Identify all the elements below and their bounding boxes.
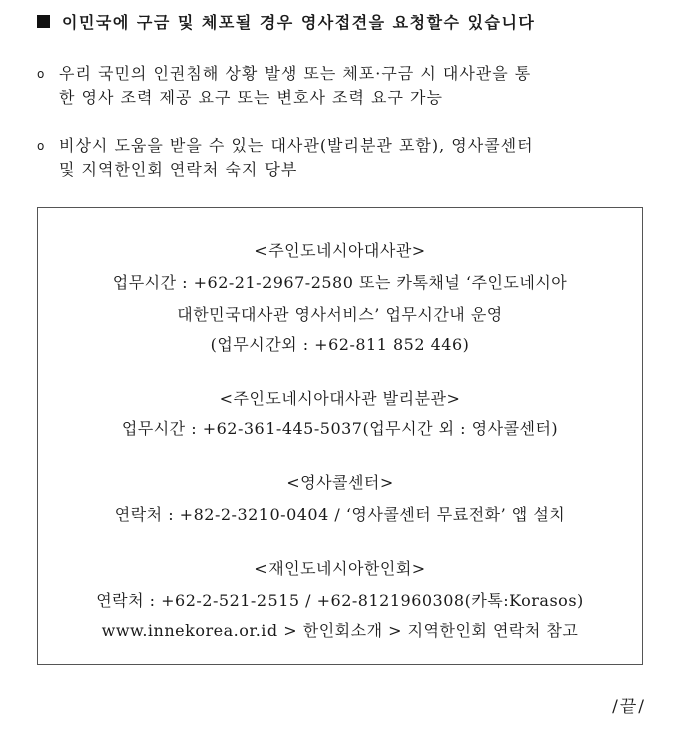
korean-association-website-line: www.innekorea.or.id > 한인회소개 > 지역한인회 연락처 참고 bbox=[101, 621, 579, 640]
notice-bullet-rights bbox=[37, 62, 647, 110]
circle-bullet-icon: o bbox=[37, 67, 46, 81]
section-heading bbox=[37, 10, 657, 33]
bullet-line: 및 지역한인회 연락처 숙지 당부 bbox=[59, 160, 298, 179]
bali-office-title: <주인도네시아대사관 발리분관> bbox=[219, 389, 461, 408]
korean-association-title: <재인도네시아한인회> bbox=[254, 559, 426, 578]
contact-info-box bbox=[37, 207, 643, 665]
bullet-line: 비상시 도움을 받을 수 있는 대사관(발리분관 포함), 영사콜센터 bbox=[59, 136, 534, 155]
notice-bullet-contacts bbox=[37, 134, 647, 182]
circle-bullet-icon: o bbox=[37, 139, 46, 153]
embassy-service-line: 대한민국대사관 영사서비스’ 업무시간내 운영 bbox=[177, 305, 503, 324]
call-center-contact-line: 연락처 : +82-2-3210-0404 / ‘영사콜센터 무료전화’ 앱 설치 bbox=[114, 505, 566, 524]
korean-association-contact-line: 연락처 : +62-2-521-2515 / +62-8121960308(카톡:Korasos) bbox=[96, 591, 584, 610]
bullet-line: 우리 국민의 인권침해 상황 발생 또는 체포·구금 시 대사관을 통 bbox=[59, 64, 532, 83]
heading-text: 이민국에 구금 및 체포될 경우 영사접견을 요청할수 있습니다 bbox=[62, 13, 536, 32]
embassy-after-hours-line: (업무시간외 : +62-811 852 446) bbox=[210, 335, 470, 354]
bullet-line: 한 영사 조력 제공 요구 또는 변호사 조력 요구 가능 bbox=[59, 88, 443, 107]
end-mark: /끝/ bbox=[612, 697, 646, 717]
call-center-title: <영사콜센터> bbox=[286, 473, 394, 492]
bali-office-hours-line: 업무시간 : +62-361-445-5037(업무시간 외 : 영사콜센터) bbox=[121, 419, 559, 438]
black-square-bullet-icon bbox=[37, 15, 50, 28]
embassy-title: <주인도네시아대사관> bbox=[254, 241, 426, 260]
embassy-hours-line: 업무시간 : +62-21-2967-2580 또는 카톡채널 ‘주인도네시아 bbox=[112, 273, 568, 292]
